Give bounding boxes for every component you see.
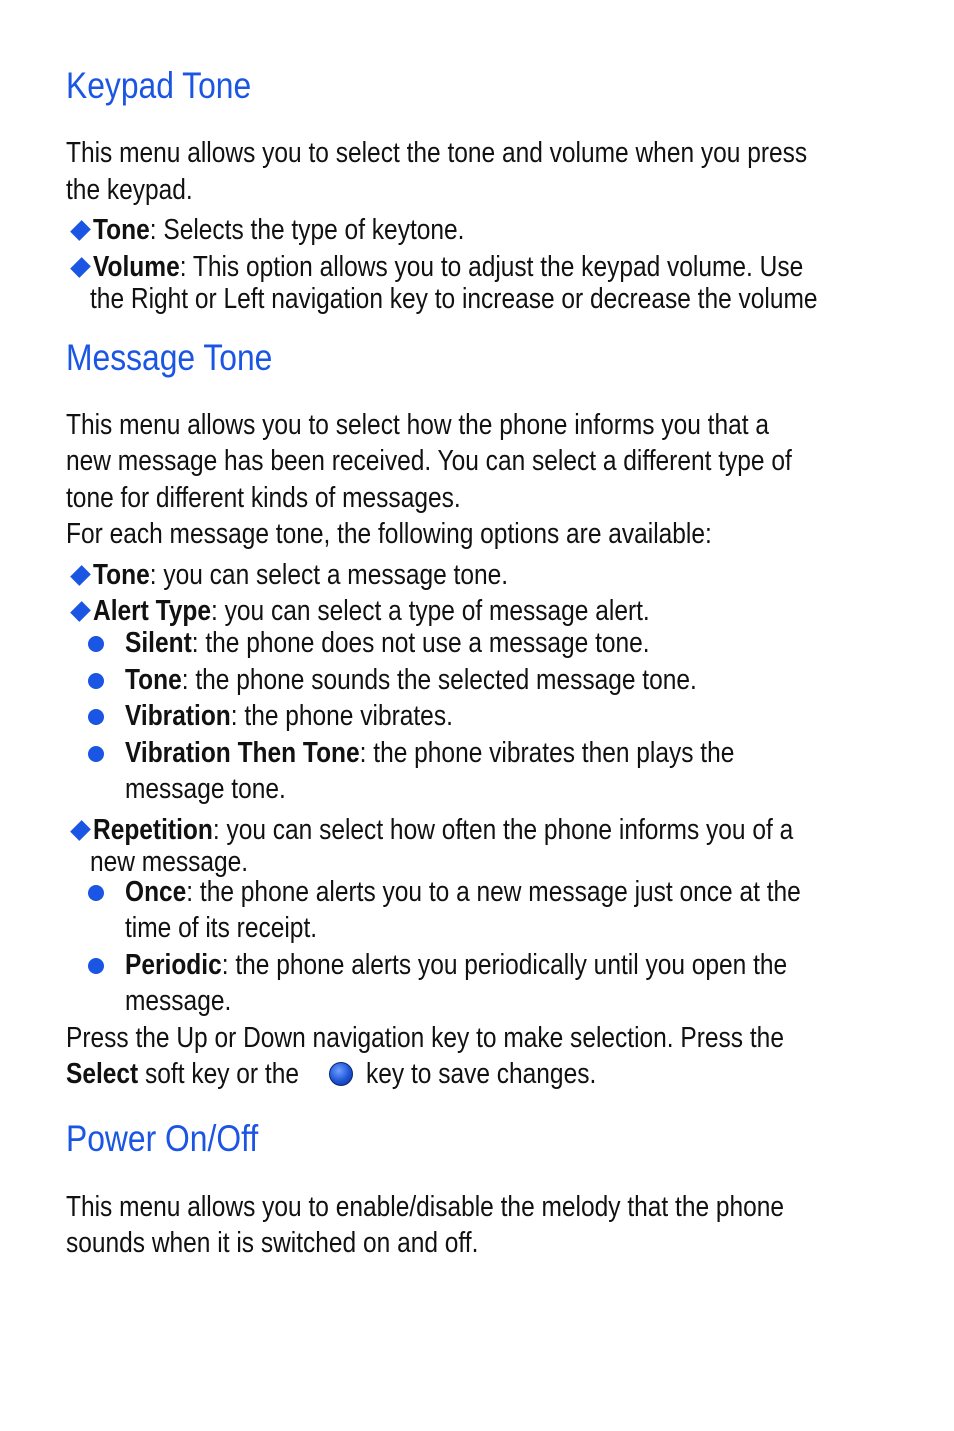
message-tone-intro-line-3: tone for different kinds of messages. xyxy=(66,482,461,514)
alert-type-vibration-then-tone xyxy=(125,735,734,772)
term: Tone xyxy=(125,664,182,696)
diamond-bullet-icon xyxy=(70,601,91,622)
description: : the phone sounds the selected message tone. xyxy=(181,664,697,696)
description: : the phone vibrates then plays the xyxy=(359,737,735,769)
description: : the phone does not use a message tone. xyxy=(191,627,650,659)
repetition-once-cont: time of its receipt. xyxy=(125,912,318,944)
term: Once xyxy=(125,876,187,908)
section-heading-keypad-tone: Keypad Tone xyxy=(66,65,252,106)
ok-key-icon xyxy=(329,1062,353,1086)
power-body-line-1: This menu allows you to enable/disable the melody that the phone xyxy=(66,1191,785,1223)
message-tone-intro-line-4: For each message tone, the following options are available: xyxy=(66,518,712,550)
keypad-tone-option-volume-cont: the Right or Left navigation key to increase or decrease the volume xyxy=(90,283,818,315)
message-tone-footer-end: key to save changes. xyxy=(366,1058,597,1090)
description: : you can select how often the phone informs you of a xyxy=(212,814,794,846)
term: Vibration Then Tone xyxy=(125,737,360,769)
message-tone-option-tone xyxy=(93,557,508,594)
circle-bullet-icon xyxy=(88,709,104,725)
section-heading-power-on-off: Power On/Off xyxy=(66,1118,259,1159)
description: : you can select a message tone. xyxy=(149,559,509,591)
description: : Selects the type of keytone. xyxy=(149,214,465,246)
select-term: Select xyxy=(66,1058,139,1090)
term: Alert Type xyxy=(93,595,212,627)
alert-type-vibration xyxy=(125,698,453,735)
diamond-bullet-icon xyxy=(70,220,91,241)
circle-bullet-icon xyxy=(88,746,104,762)
diamond-bullet-icon xyxy=(70,257,91,278)
diamond-bullet-icon xyxy=(70,565,91,586)
message-tone-intro-line-2: new message has been received. You can select a different type of xyxy=(66,445,792,477)
diamond-bullet-icon xyxy=(70,820,91,841)
repetition-periodic-cont: message. xyxy=(125,985,232,1017)
term: Repetition xyxy=(93,814,213,846)
message-tone-footer-line-1: Press the Up or Down navigation key to make selection. Press the xyxy=(66,1022,784,1054)
keypad-tone-intro-line-1: This menu allows you to select the tone and volume when you press xyxy=(66,137,808,169)
term: Silent xyxy=(125,627,192,659)
term: Tone xyxy=(93,214,150,246)
footer-mid: soft key or the xyxy=(138,1058,299,1090)
description: : you can select a type of message alert. xyxy=(211,595,650,627)
message-tone-option-repetition-cont: new message. xyxy=(90,846,249,878)
circle-bullet-icon xyxy=(88,636,104,652)
term: Tone xyxy=(93,559,150,591)
alert-type-tone xyxy=(125,662,697,699)
description: : the phone alerts you to a new message just once at the xyxy=(186,876,801,908)
term: Vibration xyxy=(125,700,231,732)
description: : This option allows you to adjust the keypad volume. Use xyxy=(179,251,804,283)
circle-bullet-icon xyxy=(88,673,104,689)
keypad-tone-intro-line-2: the keypad. xyxy=(66,174,193,206)
circle-bullet-icon xyxy=(88,885,104,901)
alert-type-vibration-then-tone-cont: message tone. xyxy=(125,773,286,805)
keypad-tone-option-tone xyxy=(93,212,464,249)
repetition-once xyxy=(125,874,801,911)
power-body-line-2: sounds when it is switched on and off. xyxy=(66,1227,479,1259)
circle-bullet-icon xyxy=(88,958,104,974)
message-tone-footer-line-2 xyxy=(66,1056,299,1093)
description: : the phone alerts you periodically until you open the xyxy=(221,949,788,981)
alert-type-silent xyxy=(125,625,650,662)
repetition-periodic xyxy=(125,947,787,984)
description: : the phone vibrates. xyxy=(230,700,453,732)
term: Volume xyxy=(93,251,180,283)
section-heading-message-tone: Message Tone xyxy=(66,337,273,378)
term: Periodic xyxy=(125,949,222,981)
message-tone-intro-line-1: This menu allows you to select how the phone informs you that a xyxy=(66,409,770,441)
